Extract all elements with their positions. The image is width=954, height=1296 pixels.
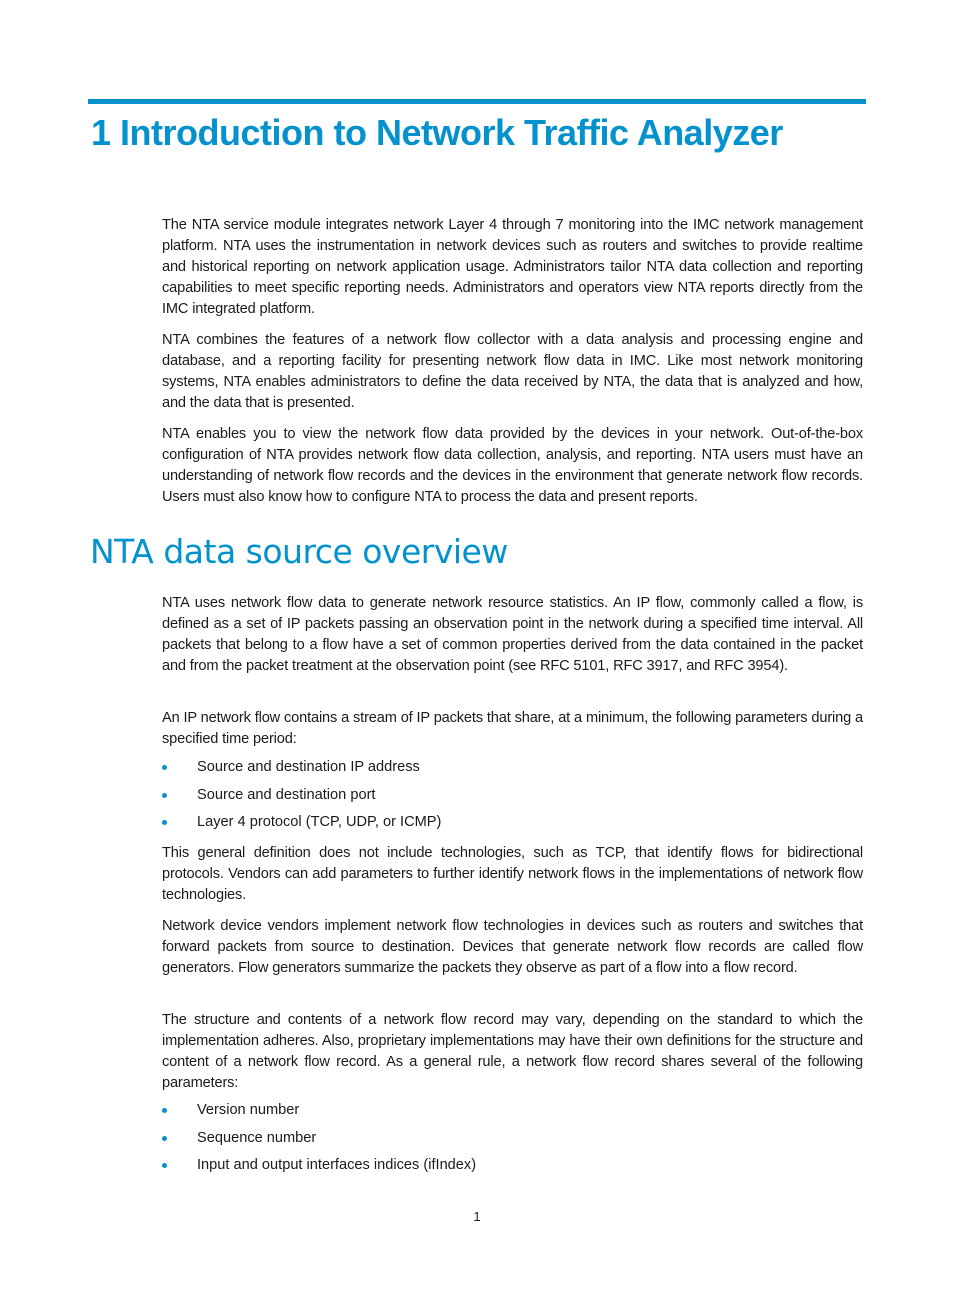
list-item	[162, 757, 863, 785]
bullet-icon	[162, 1163, 167, 1168]
intro-paragraph-3	[162, 424, 863, 508]
bullet-icon	[162, 820, 167, 825]
paragraph-text: The NTA service module integrates network Layer 4 through 7 monitoring into the IMC network management platform. NTA uses the instrumentation in network devices such as routers and switches to provide realtime and historical reporting on network application usage. Administrators tailor NTA data collection and reporting capabilities to meet specific reporting needs. Administrators and operators view NTA reports directly from the IMC integrated platform.	[162, 217, 863, 317]
bullet-icon	[162, 1136, 167, 1141]
section-paragraph-3	[162, 843, 863, 906]
page-number: 1	[473, 1209, 481, 1224]
list-item	[162, 785, 863, 813]
bullet-icon	[162, 765, 167, 770]
list-item-text: Source and destination IP address	[197, 759, 420, 775]
list-item-text: Sequence number	[197, 1129, 317, 1146]
paragraph-text: NTA uses network flow data to generate network resource statistics. An IP flow, commonly called a flow, is defined as a set of IP packets passing an observation point in the network during a specified time interval. All packets that belong to a flow have a set of common properties derived from the data contained in the packet and from the packet treatment at the observation point (see RFC 5101, RFC 3917, and RFC 3954).	[162, 595, 863, 674]
section-paragraph-5	[162, 1010, 863, 1094]
intro-paragraph-2	[162, 330, 863, 414]
list-item	[162, 1100, 863, 1128]
chapter-title: 1 Introduction to Network Traffic Analyzer	[91, 112, 783, 153]
section-title: NTA data source overview	[90, 532, 508, 571]
list-item	[162, 812, 863, 840]
paragraph-text: NTA enables you to view the network flow data provided by the devices in your network. Out-of-the-box configuration of NTA provides network flow data collection, analysis, and reporting. NTA users must have an understanding of network flow records and the devices in the environment that generate network flow records. Users must also know how to configure NTA to process the data and present reports.	[162, 426, 863, 505]
paragraph-text: Network device vendors implement network flow technologies in devices such as routers and switches that forward packets from source to destination. Devices that generate network flow records are called flow generators. Flow generators summarize the packets they observe as part of a flow into a flow record.	[162, 918, 863, 976]
section-paragraph-4	[162, 916, 863, 979]
chapter-title-rule	[88, 99, 866, 104]
paragraph-text: The structure and contents of a network flow record may vary, depending on the standard to which the implementation adheres. Also, proprietary implementations may have their own definitions for the structure and content of a network flow record. As a general rule, a network flow record shares several of the following parameters:	[162, 1012, 863, 1091]
list-item-text: Layer 4 protocol (TCP, UDP, or ICMP)	[197, 814, 442, 830]
paragraph-text: This general definition does not include technologies, such as TCP, that identify flows for bidirectional protocols. Vendors can add parameters to further identify network flows in the implementations of network flow technologies.	[162, 845, 863, 903]
list-item	[162, 1155, 863, 1183]
section-paragraph-2	[162, 708, 863, 750]
paragraph-text: NTA combines the features of a network flow collector with a data analysis and processing engine and database, and a reporting facility for presenting network flow data in IMC. Like most network monitoring systems, NTA enables administrators to define the data received by NTA, the data that is analyzed and how, and the data that is presented.	[162, 332, 863, 411]
list-item-text: Source and destination port	[197, 786, 376, 803]
list-item	[162, 1128, 863, 1156]
list-item-text: Input and output interfaces indices (ifIndex)	[197, 1157, 477, 1173]
bullet-icon	[162, 793, 167, 798]
section-paragraph-1	[162, 593, 863, 677]
list-item-text: Version number	[197, 1102, 300, 1118]
parameter-list-1	[162, 757, 863, 840]
bullet-icon	[162, 1108, 167, 1113]
intro-paragraph-1	[162, 215, 863, 320]
parameter-list-2	[162, 1100, 863, 1183]
paragraph-text: An IP network flow contains a stream of IP packets that share, at a minimum, the following parameters during a specified time period:	[162, 710, 863, 747]
